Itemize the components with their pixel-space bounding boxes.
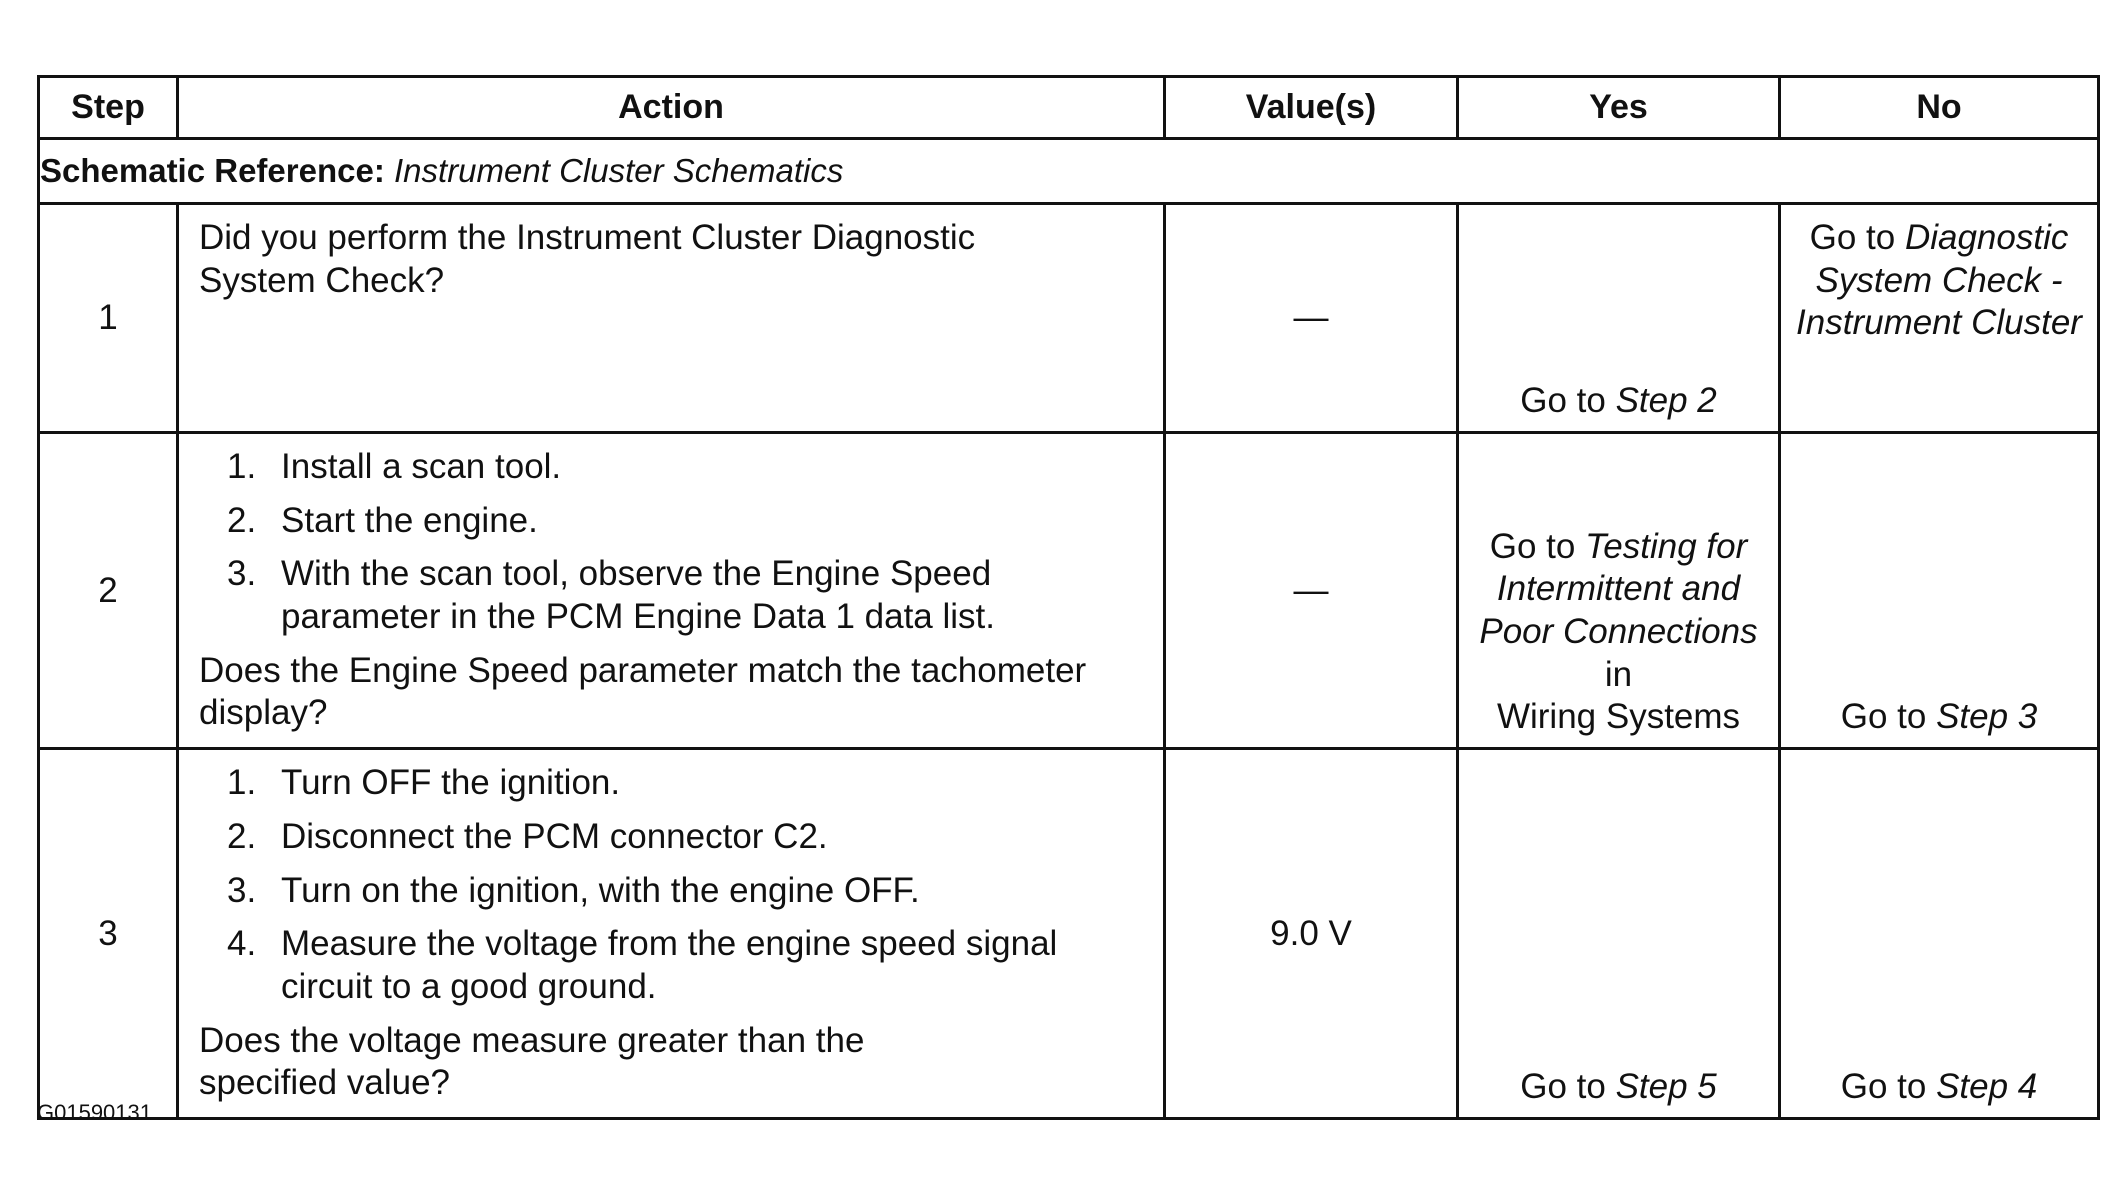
schematic-reference-label: Schematic Reference: [40,152,385,189]
yes-cell [1458,433,1780,749]
table-row [39,749,2099,1119]
value-cell: — [1165,433,1458,749]
no-cell [1780,204,2099,433]
substep-text: Install a scan tool. [281,447,562,486]
substep-list [199,446,1143,639]
substep-number: 3. [227,554,257,594]
substep-text: Start the engine. [281,500,538,540]
header-values: Value(s) [1165,77,1458,139]
header-yes: Yes [1458,77,1780,139]
value-cell: 9.0 V [1165,749,1458,1119]
yes-suffix: Wiring Systems [1496,697,1741,737]
header-row [39,77,2099,139]
substep-text: Measure the voltage from the engine speed signal circuit to a good ground. [281,924,1058,1006]
substep-text: With the scan tool, observe the Engine Speed parameter in the PCM Engine Data 1 data list. [281,554,995,637]
no-link[interactable]: Step 4 [1936,1067,2038,1107]
step-number: 2 [39,433,178,749]
substep-text: Disconnect the PCM connector C2. [281,816,828,856]
substep-item [199,446,1143,489]
header-step: Step [39,77,178,139]
substep-number: 1. [227,763,257,803]
substep-number: 4. [227,924,257,964]
substep-item [199,553,1143,638]
action-cell [178,204,1165,433]
schematic-reference-value: Instrument Cluster Schematics [394,152,844,189]
schematic-reference-cell [39,139,2099,204]
substep-number: 2. [227,816,257,856]
action-question: Did you perform the Instrument Cluster Diagnostic System Check? [199,218,976,300]
value-cell: — [1165,204,1458,433]
substep-item [199,816,1143,859]
no-prefix: Go to [1840,697,1927,737]
substep-item [199,870,1143,913]
no-prefix: Go to [1809,218,1896,257]
diagnostic-table [37,75,2100,1120]
yes-prefix: Go to [1520,381,1606,421]
yes-cell [1458,204,1780,433]
substep-item [199,923,1143,1008]
substep-item [199,762,1143,805]
substep-number: 3. [227,870,257,910]
step-number: 3 [39,749,178,1119]
table-row [39,204,2099,433]
yes-link[interactable]: Testing for Intermittent and Poor Connections [1479,526,1758,652]
schematic-reference-row [39,139,2099,204]
header-no: No [1780,77,2099,139]
no-link[interactable]: Diagnostic System Check - Instrument Cluster [1796,218,2082,343]
yes-link[interactable]: Step 5 [1615,1067,1717,1107]
diagnostic-table-container [37,75,2097,1120]
action-cell [178,433,1165,749]
substep-number: 1. [227,447,257,486]
step-number: 1 [39,204,178,433]
substep-number: 2. [227,500,257,540]
no-cell [1780,433,2099,749]
substep-text: Turn on the ignition, with the engine OFF. [281,870,920,910]
action-question: Does the Engine Speed parameter match the tachometer display? [199,650,1087,733]
yes-prefix: Go to [1520,1067,1606,1107]
action-question: Does the voltage measure greater than the specified value? [199,1020,865,1103]
substep-list [199,762,1143,1008]
action-cell [178,749,1165,1119]
table-row [39,433,2099,749]
no-prefix: Go to [1840,1067,1927,1107]
yes-link[interactable]: Step 2 [1615,381,1717,421]
substep-text: Turn OFF the ignition. [281,763,621,803]
no-cell [1780,749,2099,1119]
no-link[interactable]: Step 3 [1936,697,2038,737]
yes-suffix-in: in [1604,654,1633,694]
substep-item [199,500,1143,543]
yes-cell [1458,749,1780,1119]
figure-id: G01590131 [37,1100,152,1125]
header-action: Action [178,77,1165,139]
yes-prefix: Go to [1489,526,1576,566]
